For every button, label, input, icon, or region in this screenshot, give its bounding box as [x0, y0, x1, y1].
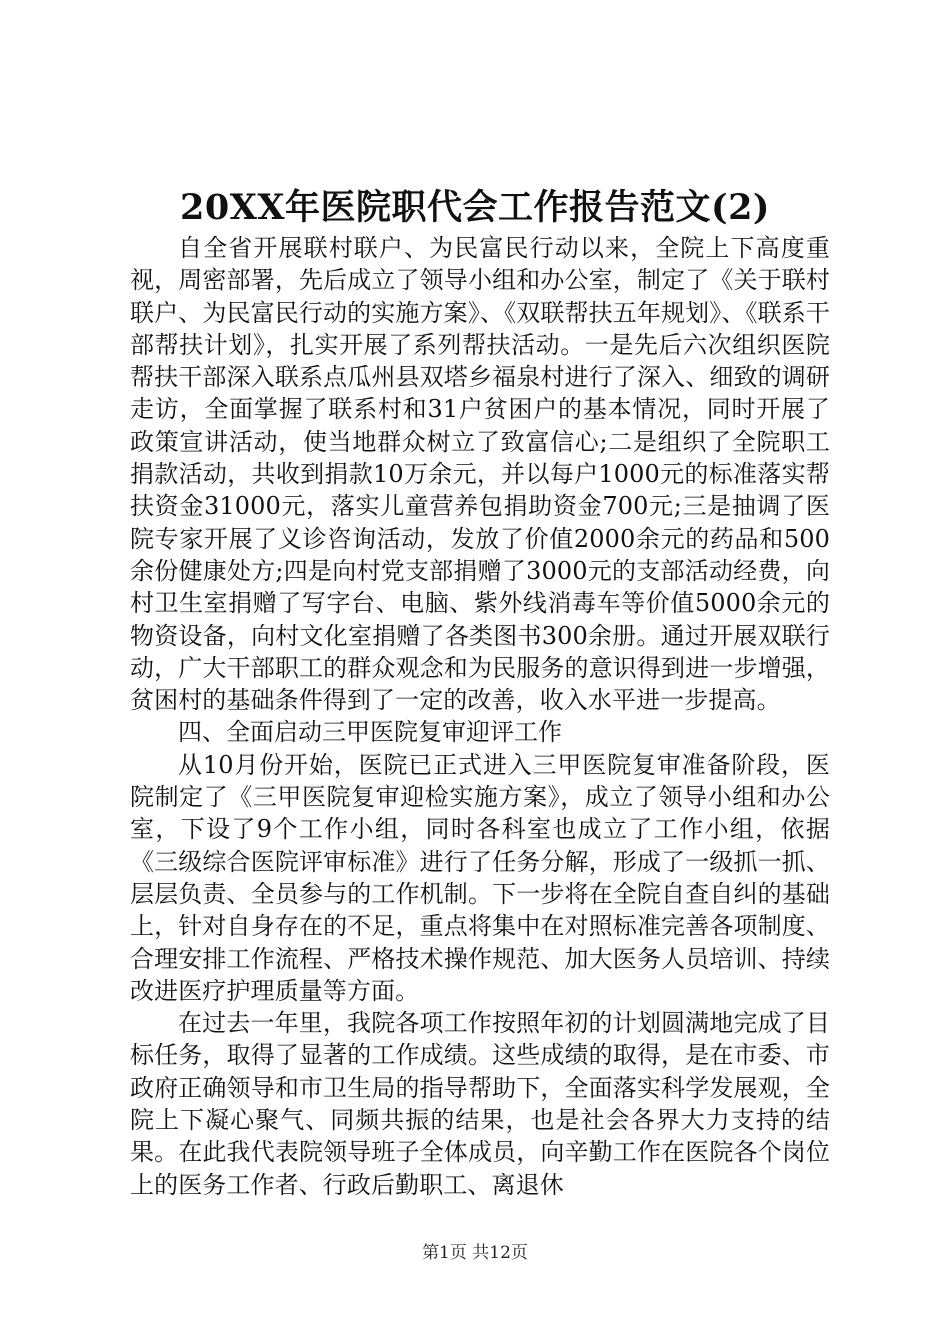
page-footer: 第1页 共12页: [422, 1243, 528, 1263]
paragraph-summary: 在过去一年里，我院各项工作按照年初的计划圆满地完成了目标任务，取得了显著的工作成绩。这些成绩的取得，是在市委、市政府正确领导和市卫生局的指导帮助下，全面落实科学发展观，全院上下凝心聚气、同频共振的结果，也是社会各界大力支持的结果。在此我代表院领导班子全体成员，向辛勤工作在医院各个岗位上的医务工作者、行政后勤职工、离退休: [130, 1009, 830, 1199]
document-body: [130, 232, 830, 1201]
paragraph-hospital-review: 从10月份开始，医院已正式进入三甲医院复审准备阶段，医院制定了《三甲医院复审迎检实施方案》，成立了领导小组和办公室，下设了9个工作小组，同时各科室也成立了工作小组，依据《三级综合医院评审标准》进行了任务分解，形成了一级抓一抓、层层负责、全员参与的工作机制。下一步将在全院自查自纠的基础上，针对自身存在的不足，重点将集中在对照标准完善各项制度、合理安排工作流程、严格技术操作规范、加大医务人员培训、持续改进医疗护理质量等方面。: [130, 750, 830, 1005]
paragraph-poverty-relief: 自全省开展联村联户、为民富民行动以来，全院上下高度重视，周密部署，先后成立了领导小组和办公室，制定了《关于联村联户、为民富民行动的实施方案》、《双联帮扶五年规划》、《联系干部帮扶计划》，扎实开展了系列帮扶活动。一是先后六次组织医院帮扶干部深入联系点瓜州县双塔乡福泉村进行了深入、细致的调研走访，全面掌握了联系村和31户贫困户的基本情况，同时开展了政策宣讲活动，使当地群众树立了致富信心;二是组织了全院职工捐款活动，共收到捐款10万余元，并以每户1000元的标准落实帮扶资金31000元，落实儿童营养包捐助资金700元;三是抽调了医院专家开展了义诊咨询活动，发放了价值2000余元的药品和500余份健康处方;四是向村党支部捐赠了3000元的支部活动经费，向村卫生室捐赠了写字台、电脑、紫外线消毒车等价值5000余元的物资设备，向村文化室捐赠了各类图书300余册。通过开展双联行动，广大干部职工的群众观念和为民服务的意识得到进一步增强，贫困村的基础条件得到了一定的改善，收入水平进一步提高。: [130, 234, 830, 715]
section-heading-four: 四、全面启动三甲医院复审迎评工作: [178, 718, 562, 747]
document-title: 20XX年医院职代会工作报告范文(2): [180, 187, 770, 228]
